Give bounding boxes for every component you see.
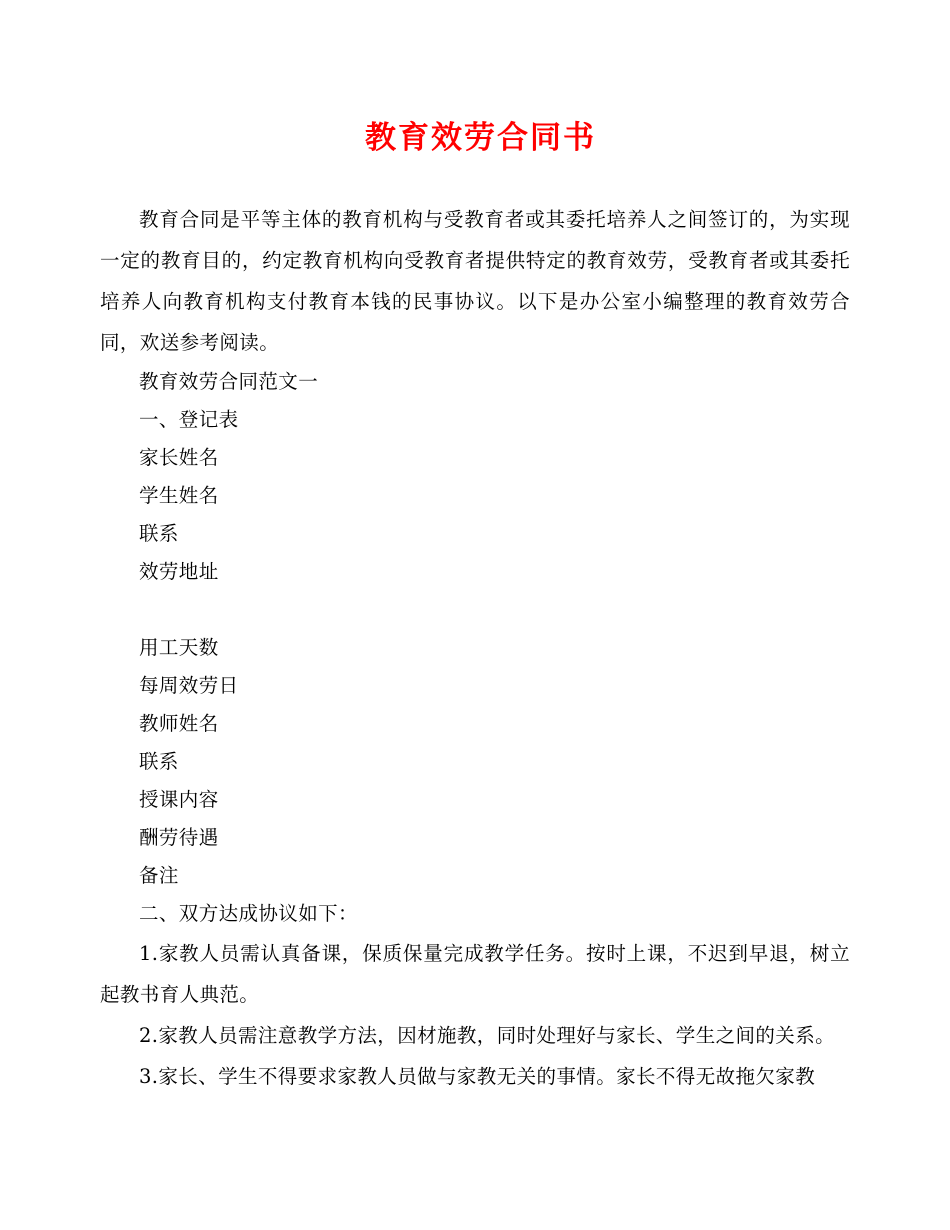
field-service-address: 效劳地址: [139, 560, 219, 584]
field-remarks: 备注: [139, 864, 179, 888]
field-contact-1: 联系: [139, 522, 179, 546]
intro-paragraph: 教育合同是平等主体的教育机构与受教育者或其委托培养人之间签订的，为实现一定的教育目的，约定教育机构向受教育者提供特定的教育效劳，受教育者或其委托培养人向教育机构支付教育本钱的民事协议。以下是办公室小编整理的教育效劳合同，欢送参考阅读。: [100, 208, 850, 355]
page-title: 教育效劳合同书: [365, 120, 596, 156]
field-teaching-content: 授课内容: [139, 788, 219, 812]
field-contact-2: 联系: [139, 750, 179, 774]
clause-1: 1.家教人员需认真备课，保质保量完成教学任务。按时上课，不迟到早退，树立起教书育人典范。: [100, 942, 850, 1007]
line-sample-title: 教育效劳合同范文一: [139, 370, 319, 394]
field-student-name: 学生姓名: [139, 484, 219, 508]
line-section-two: 二、双方达成协议如下：: [139, 902, 358, 926]
field-teacher-name: 教师姓名: [139, 712, 219, 736]
blank-line-spacer: [100, 591, 850, 629]
field-work-days: 用工天数: [139, 636, 219, 660]
field-weekly-service-day: 每周效劳日: [139, 674, 239, 698]
line-section-one: 一、登记表: [139, 408, 239, 432]
field-parent-name: 家长姓名: [139, 446, 219, 470]
clause-2: 2.家教人员需注意教学方法，因材施教，同时处理好与家长、学生之间的关系。: [139, 1024, 836, 1048]
field-remuneration: 酬劳待遇: [139, 826, 219, 850]
clause-3: 3.家长、学生不得要求家教人员做与家教无关的事情。家长不得无故拖欠家教: [139, 1065, 816, 1089]
